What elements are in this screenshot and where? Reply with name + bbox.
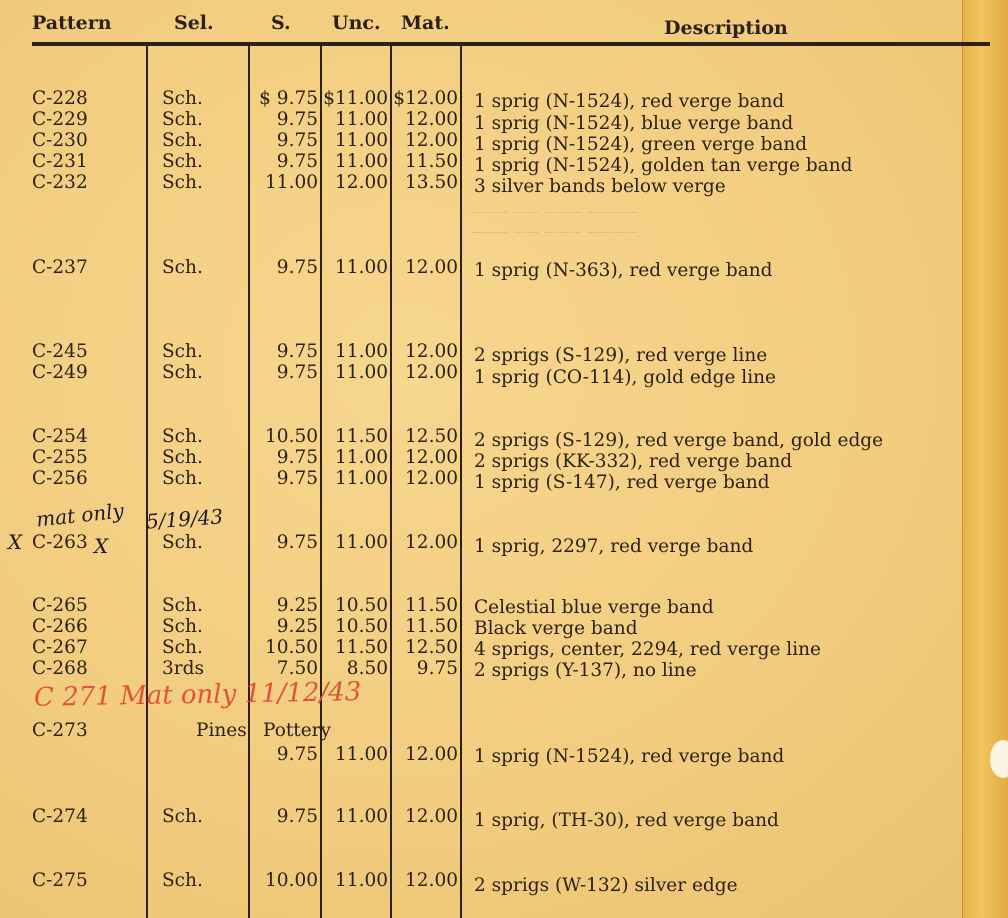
index-tab-strip [962, 0, 1008, 918]
pattern-cell: C-256 [32, 468, 88, 489]
s-price-cell: 9.75 [276, 109, 318, 130]
pattern-cell: C-274 [32, 806, 88, 827]
s-price-cell: 9.75 [276, 341, 318, 362]
description-cell: 2 sprigs (Y-137), no line [474, 660, 697, 681]
unc-price-cell: 11.00 [335, 744, 388, 765]
pattern-cell: C-275 [32, 870, 88, 891]
unc-price-cell: 12.00 [335, 172, 388, 193]
mat-price-cell: 12.00 [405, 109, 458, 130]
s-price-cell: 9.75 [276, 257, 318, 278]
table-row [0, 595, 960, 617]
pattern-cell: C-228 [32, 88, 88, 109]
sel-cell: Sch. [162, 637, 203, 658]
pattern-cell: C-267 [32, 637, 88, 658]
unc-price-cell: 11.00 [335, 532, 388, 553]
pattern-cell: C-265 [32, 595, 88, 616]
s-price-cell: 7.50 [276, 658, 318, 679]
header-mat: Mat. [401, 12, 450, 34]
pattern-cell: C-232 [32, 172, 88, 193]
description-cell: 1 sprig (CO-114), gold edge line [474, 367, 777, 388]
s-price-cell: $ 9.75 [259, 88, 318, 109]
s-price-cell: 10.00 [265, 870, 318, 891]
unc-price-cell: 11.00 [335, 151, 388, 172]
description-cell: 1 sprig (N-1524), golden tan verge band [474, 155, 853, 176]
s-price-cell: 9.75 [276, 806, 318, 827]
unc-price-cell: 11.00 [335, 362, 388, 383]
sel-cell: Sch. [162, 426, 203, 447]
s-price-cell: 9.75 [276, 130, 318, 151]
mat-price-cell: 12.00 [405, 870, 458, 891]
header-description: Description [664, 17, 788, 39]
sel-cell: Sch. [162, 532, 203, 553]
pines-label: Pines [196, 720, 247, 741]
pottery-label: Pottery [263, 720, 331, 741]
unc-price-cell: 11.00 [335, 806, 388, 827]
mat-price-cell: 12.00 [405, 447, 458, 468]
mat-price-cell: 9.75 [416, 658, 458, 679]
description-cell: 2 sprigs (S-129), red verge line [474, 345, 768, 366]
pattern-cell: C-237 [32, 257, 88, 278]
description-cell: 1 sprig (N-1524), green verge band [474, 134, 808, 155]
sel-cell: Sch. [162, 151, 203, 172]
table-row [0, 532, 960, 557]
sel-cell: Sch. [162, 468, 203, 489]
sel-cell: Sch. [162, 362, 203, 383]
description-cell: 1 sprig (N-1524), red verge band [474, 91, 785, 112]
bleed-through-text: ——— —— ——— ———— [470, 225, 639, 240]
mat-price-cell: 12.50 [405, 637, 458, 658]
description-cell: 1 sprig (N-363), red verge band [474, 260, 773, 281]
s-price-cell: 9.75 [276, 532, 318, 553]
pattern-cell: C-266 [32, 616, 88, 637]
pattern-cell: C-254 [32, 426, 88, 447]
unc-price-cell: 11.00 [335, 341, 388, 362]
pattern-cell: C-229 [32, 109, 88, 130]
table-row [0, 341, 960, 366]
sel-cell: Sch. [162, 595, 203, 616]
s-price-cell: 9.75 [276, 744, 318, 765]
unc-price-cell: 11.00 [335, 109, 388, 130]
mat-price-cell: 11.50 [405, 595, 458, 616]
s-price-cell: 10.50 [265, 426, 318, 447]
description-cell: 2 sprigs (KK-332), red verge band [474, 451, 793, 472]
s-price-cell: 9.75 [276, 362, 318, 383]
table-row [0, 658, 960, 680]
mat-price-cell: 12.00 [405, 468, 458, 489]
sel-cell: Sch. [162, 172, 203, 193]
unc-price-cell: 10.50 [335, 616, 388, 637]
handwritten-date: 5/19/43 [145, 504, 224, 534]
mat-price-cell: 12.00 [405, 257, 458, 278]
description-cell: 1 sprig, (TH-30), red verge band [474, 810, 779, 831]
description-cell: Black verge band [474, 618, 638, 639]
sel-cell: Sch. [162, 806, 203, 827]
pattern-cell: C-268 [32, 658, 88, 679]
description-cell: 1 sprig, 2297, red verge band [474, 536, 754, 557]
table-row [0, 88, 960, 110]
s-price-cell: 11.00 [265, 172, 318, 193]
header-sel: Sel. [174, 12, 214, 34]
description-cell: 3 silver bands below verge [474, 176, 726, 197]
table-row [0, 806, 960, 831]
s-price-cell: 10.50 [265, 637, 318, 658]
unc-price-cell: 11.00 [335, 447, 388, 468]
description-cell: 4 sprigs, center, 2294, red verge line [474, 639, 821, 660]
mat-price-cell: 12.00 [405, 341, 458, 362]
handwritten-red-note: C 271 Mat only 11/12/43 [33, 677, 362, 713]
description-cell: Celestial blue verge band [474, 597, 714, 618]
sel-cell: 3rds [162, 658, 204, 679]
description-cell: 1 sprig (N-1524), red verge band [474, 746, 785, 767]
sel-cell: Sch. [162, 616, 203, 637]
unc-price-cell: 11.00 [335, 468, 388, 489]
table-row [0, 616, 960, 638]
handwritten-x-left: X [8, 530, 23, 554]
unc-price-cell: 11.50 [335, 637, 388, 658]
pattern-cell: C-249 [32, 362, 88, 383]
sel-cell: Sch. [162, 88, 203, 109]
unc-price-cell: 11.00 [335, 257, 388, 278]
table-row [0, 362, 960, 388]
description-cell: 1 sprig (N-1524), blue verge band [474, 113, 794, 134]
sel-cell: Sch. [162, 870, 203, 891]
s-price-cell: 9.75 [276, 468, 318, 489]
header-s: S. [271, 12, 291, 34]
table-row [0, 468, 960, 493]
unc-price-cell: $11.00 [323, 88, 388, 109]
s-price-cell: 9.75 [276, 447, 318, 468]
pattern-cell: C-273 [32, 720, 88, 741]
bleed-through-text: ——— —— ——— ———— [470, 205, 639, 220]
table-row [0, 426, 960, 451]
sel-cell: Sch. [162, 447, 203, 468]
unc-price-cell: 10.50 [335, 595, 388, 616]
sel-cell: Sch. [162, 341, 203, 362]
unc-price-cell: 8.50 [346, 658, 388, 679]
header-unc: Unc. [332, 12, 381, 34]
mat-price-cell: 11.50 [405, 151, 458, 172]
description-cell: 2 sprigs (W-132) silver edge [474, 875, 738, 896]
pattern-cell: C-245 [32, 341, 88, 362]
s-price-cell: 9.25 [276, 595, 318, 616]
description-cell: 1 sprig (S-147), red verge band [474, 472, 770, 493]
table-row [0, 257, 960, 279]
unc-price-cell: 11.00 [335, 870, 388, 891]
mat-price-cell: 11.50 [405, 616, 458, 637]
mat-price-cell: 12.00 [405, 362, 458, 383]
table-row [0, 109, 960, 134]
unc-price-cell: 11.50 [335, 426, 388, 447]
header-rule [32, 42, 990, 46]
header-pattern: Pattern [32, 12, 112, 34]
handwritten-mat-only: mat only [34, 498, 125, 532]
pattern-cell: C-231 [32, 151, 88, 172]
table-row [0, 744, 960, 766]
sel-cell: Sch. [162, 130, 203, 151]
table-row [0, 637, 960, 659]
table-row [0, 870, 960, 896]
mat-price-cell: 12.00 [405, 806, 458, 827]
mat-price-cell: 12.50 [405, 426, 458, 447]
mat-price-cell: 12.00 [405, 130, 458, 151]
description-cell: 2 sprigs (S-129), red verge band, gold edge [474, 430, 884, 451]
mat-price-cell: 13.50 [405, 172, 458, 193]
mat-price-cell: 12.00 [405, 532, 458, 553]
handwritten-x-right: X [94, 534, 109, 558]
table-row [0, 447, 960, 472]
mat-price-cell: 12.00 [405, 744, 458, 765]
s-price-cell: 9.25 [276, 616, 318, 637]
mat-price-cell: $12.00 [393, 88, 458, 109]
table-row-c273-label [0, 720, 960, 742]
sel-cell: Sch. [162, 109, 203, 130]
table-row [0, 130, 960, 155]
pattern-cell: C-255 [32, 447, 88, 468]
s-price-cell: 9.75 [276, 151, 318, 172]
unc-price-cell: 11.00 [335, 130, 388, 151]
pattern-cell: C-230 [32, 130, 88, 151]
table-row [0, 151, 960, 176]
pattern-cell: C-263 [32, 532, 88, 553]
table-row [0, 172, 960, 197]
sel-cell: Sch. [162, 257, 203, 278]
